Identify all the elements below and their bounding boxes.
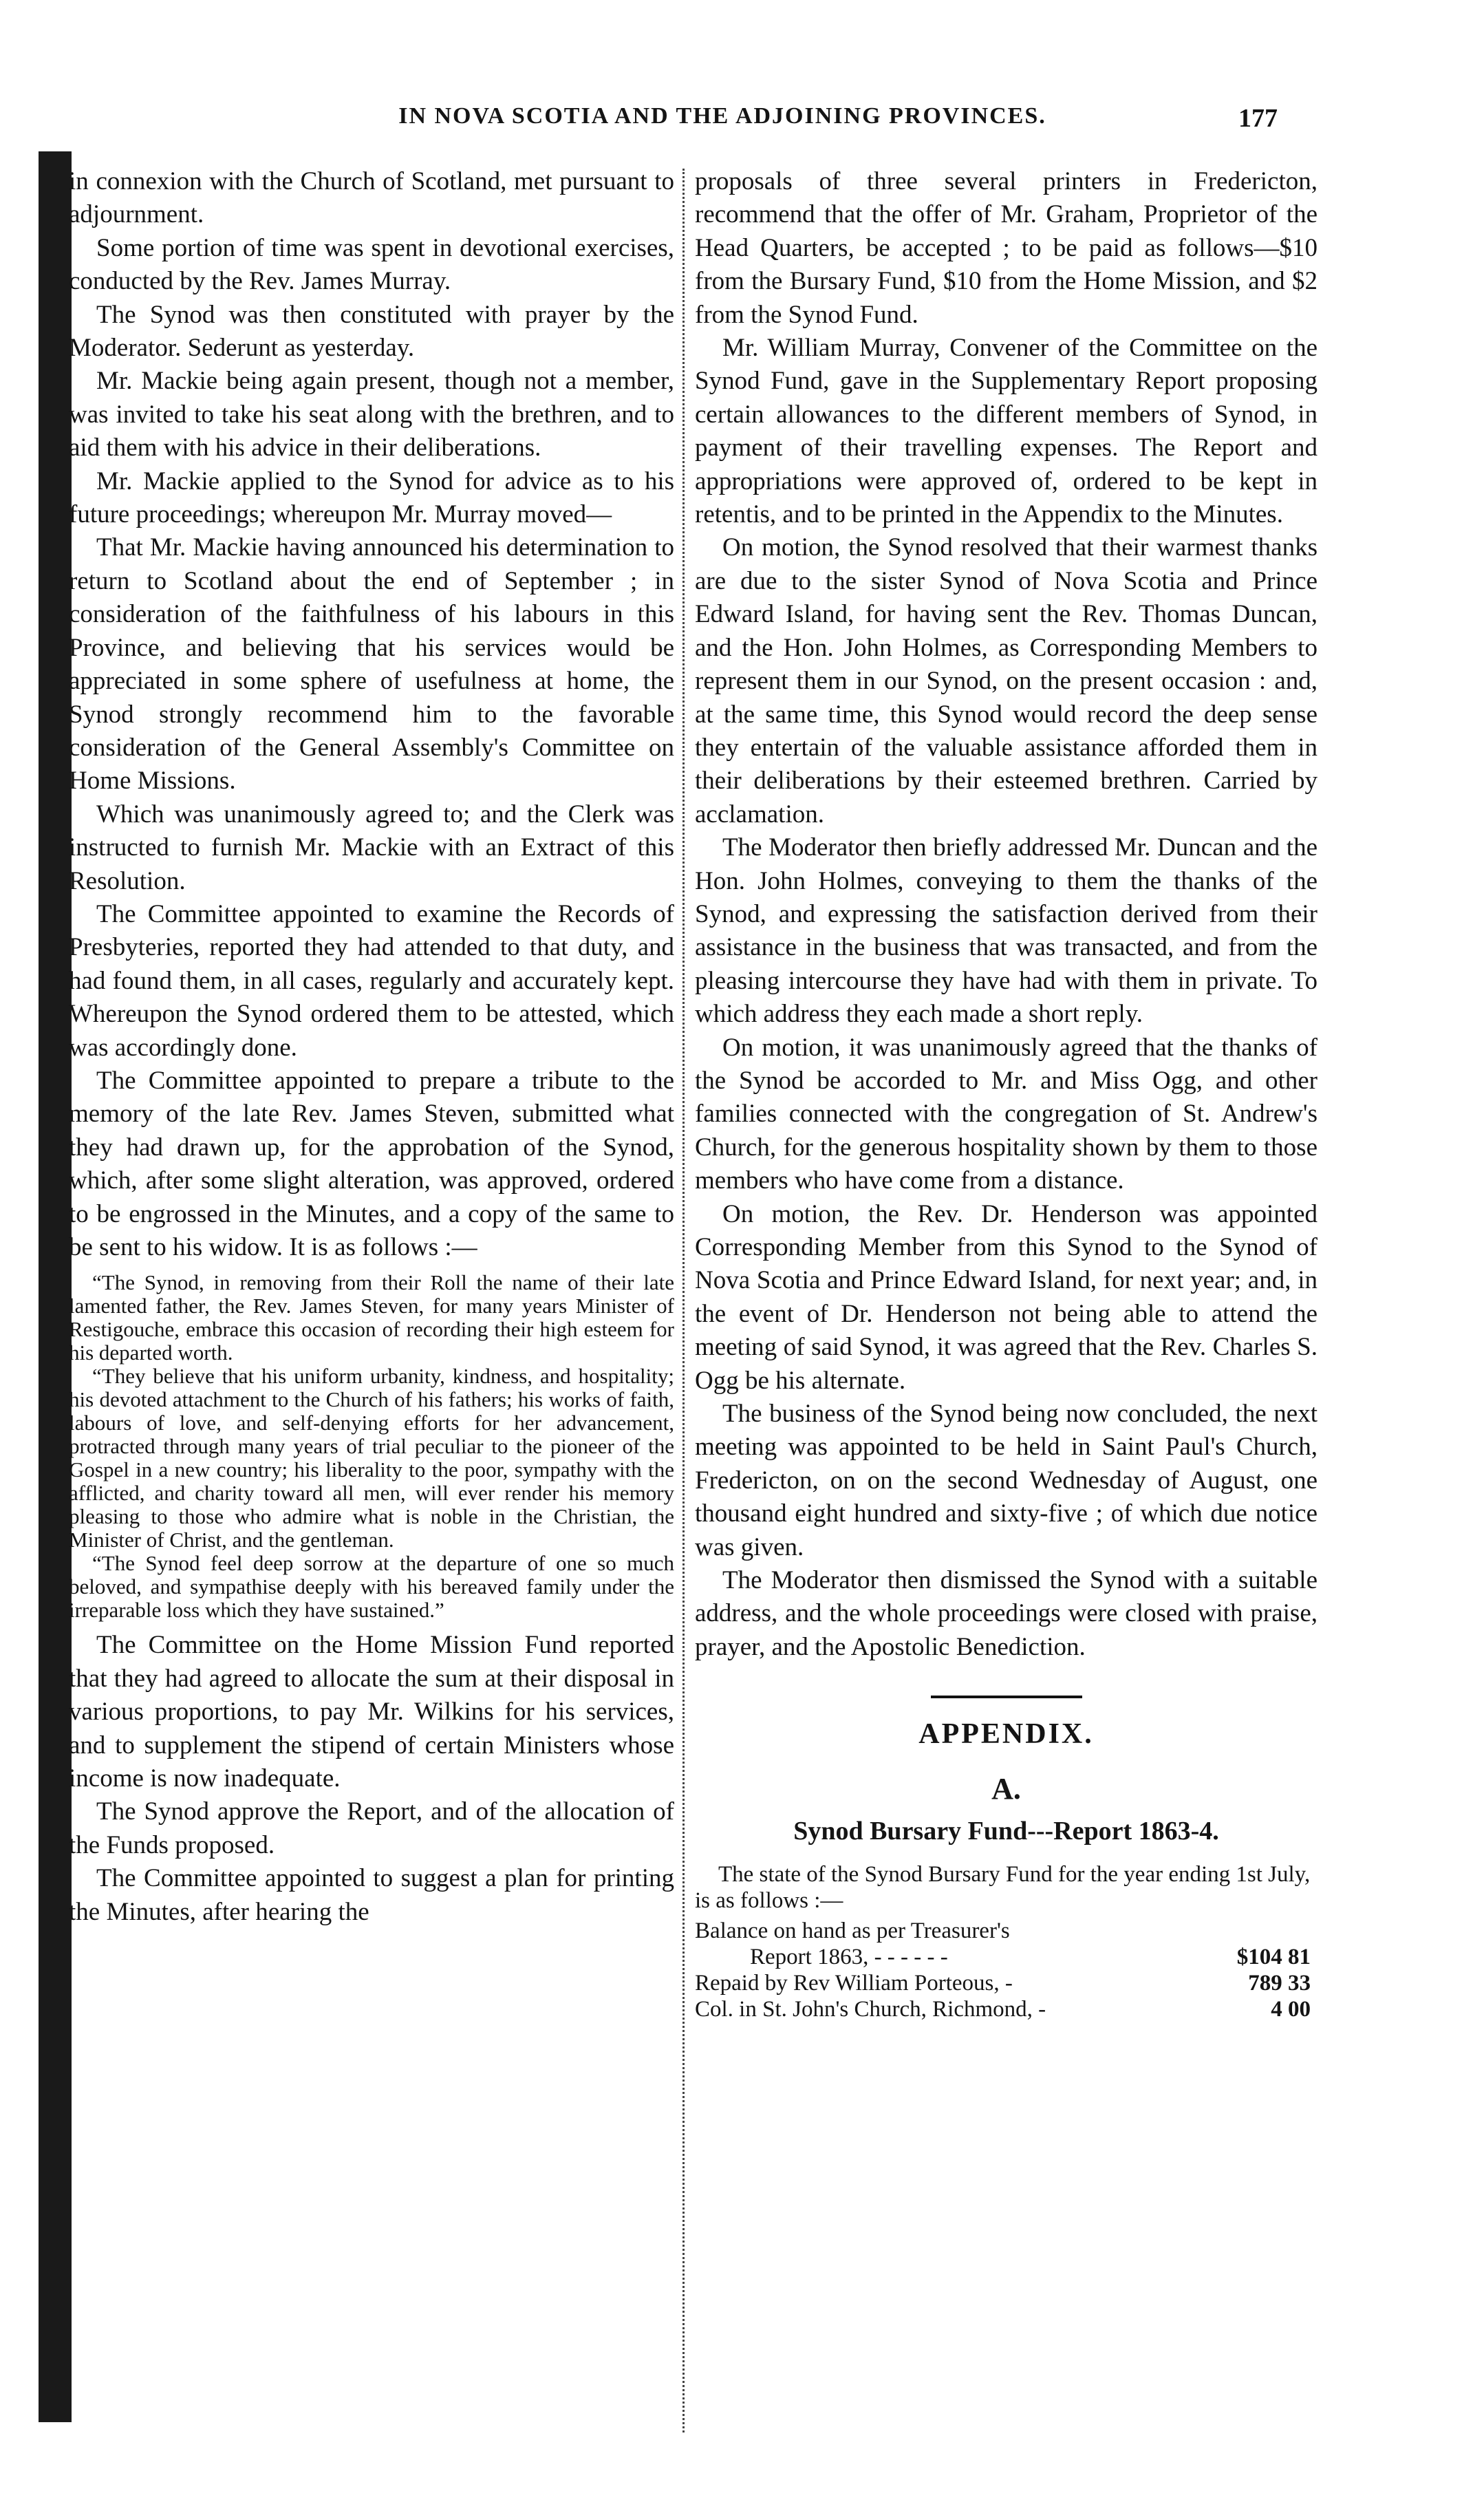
- ledger-table: [695, 1918, 1318, 2022]
- paragraph: Mr. Mackie being again present, though not a member, was invited to take his seat along with the brethren, and to aid them with his advice in their deliberations.: [69, 367, 674, 462]
- paragraph: On motion, the Rev. Dr. Henderson was appointed Corresponding Member from this Synod to the Synod of Nova Scotia and Prince Edward Island, for next year; and, in the event of Dr. Henderson not being able to attend the meeting of said Synod, it was agreed that the Rev. Charles S. Ogg be his alternate.: [695, 1199, 1318, 1395]
- paragraph: in connexion with the Church of Scotland, met pursuant to adjournment.: [69, 167, 674, 229]
- paragraph: The Committee appointed to suggest a plan for printing the Minutes, after hearing the: [69, 1864, 674, 1926]
- page-number: 177: [1238, 104, 1278, 133]
- ledger-label: Repaid by Rev William Porteous, -: [695, 1971, 1013, 1996]
- paragraph: The Synod approve the Report, and of the allocation of the Funds proposed.: [69, 1797, 674, 1859]
- paragraph: The Committee appointed to prepare a tribute to the memory of the late Rev. James Steven, submitted what they had drawn up, for the approbation of the Synod, which, after some slight alteration, was approved, ordered to be engrossed in the Minutes, and a copy of the same to be sent to his widow. It is as follows :—: [69, 1066, 674, 1261]
- ledger-label: Balance on hand as per Treasurer's: [695, 1918, 1010, 1944]
- paragraph: The Moderator then dismissed the Synod with a suitable address, and the whole proceedings were closed with praise, prayer, and the Apostolic Benediction.: [695, 1566, 1318, 1661]
- paragraph: The Committee on the Home Mission Fund reported that they had agreed to allocate the sum at their disposal in various proportions, to pay Mr. Wilkins for his services, and to supplement the stipend of certain Ministers whose income is now inadequate.: [69, 1631, 674, 1793]
- ledger-amount: $104 81: [1236, 1945, 1311, 1970]
- ledger-amount: 4 00: [1271, 1997, 1311, 2022]
- paragraph: On motion, the Synod resolved that their warmest thanks are due to the sister Synod of Nova Scotia and Prince Edward Island, for having sent the Rev. Thomas Duncan, and the Hon. John Holmes, as Corresponding Members to represent them in our Synod, on the present occasion : and, at the same time, this Synod would record the deep sense they entertain of the valuable assistance afforded them in their deliberations by their esteemed brethren. Carried by acclamation.: [695, 533, 1318, 828]
- quoted-tribute: “The Synod, in removing from their Roll the name of their late lamented father, the Rev. James Steven, for many years Minister of Restigouche, embrace this occasion of recording their high esteem for his departed worth.: [69, 1270, 674, 1365]
- ledger-label: Report 1863, - - - - - -: [750, 1945, 948, 1970]
- report-title: Synod Bursary Fund---Report 1863-4.: [793, 1817, 1219, 1846]
- paragraph: Some portion of time was spent in devotional exercises, conducted by the Rev. James Murray.: [69, 233, 674, 296]
- paragraph: The Synod was then constituted with prayer by the Moderator. Sederunt as yesterday.: [69, 300, 674, 363]
- ledger-row: [695, 1944, 1318, 1970]
- section-rule: [931, 1696, 1082, 1698]
- running-title: IN NOVA SCOTIA AND THE ADJOINING PROVINCES.: [398, 103, 1046, 129]
- ledger-row: [695, 1996, 1318, 2022]
- paragraph: Mr. Mackie applied to the Synod for advice as to his future proceedings; whereupon Mr. Murray moved—: [69, 467, 674, 529]
- paragraph: The Moderator then briefly addressed Mr. Duncan and the Hon. John Holmes, conveying to them the thanks of the Synod, and expressing the satisfaction derived from their assistance in the business that was transacted, and from the pleasing intercourse they have had with them in private. To which address they each made a short reply.: [695, 833, 1318, 1029]
- left-column: [69, 165, 674, 2436]
- appendix-heading: APPENDIX.: [918, 1718, 1094, 1751]
- ledger-amount: 789 33: [1248, 1971, 1311, 1996]
- quoted-tribute: “They believe that his uniform urbanity, kindness, and hospitality; his devoted attachment to the Church of his fathers; his works of faith, labours of love, and self-denying efforts for her advancement, protracted through many years of trial peculiar to the pioneer of the Gospel in a new country; his liberality to the poor, sympathy with the afflicted, and charity toward all men, will ever render his memory pleasing to those who admire what is noble in the Christian, the Minister of Christ, and the gentleman.: [69, 1364, 674, 1552]
- paragraph: proposals of three several printers in Fredericton, recommend that the offer of Mr. Graham, Proprietor of the Head Quarters, be accepted ; to be paid as follows—$10 from the Bursary Fund, $10 from the Home Mission, and $2 from the Synod Fund.: [695, 167, 1318, 329]
- ledger-row: [695, 1970, 1318, 1996]
- report-intro: The state of the Synod Bursary Fund for the year ending 1st July, is as follows :—: [695, 1862, 1311, 1914]
- ledger-row: [695, 1918, 1318, 1944]
- quoted-tribute: “The Synod feel deep sorrow at the departure of one so much beloved, and sympathise deeply with his bereaved family under the irreparable loss which they have sustained.”: [69, 1551, 674, 1623]
- column-divider: [682, 169, 685, 2432]
- ledger-label: Col. in St. John's Church, Richmond, -: [695, 1997, 1046, 2022]
- appendix-section-letter: A.: [991, 1772, 1021, 1806]
- paragraph: The business of the Synod being now concluded, the next meeting was appointed to be held in Saint Paul's Church, Fredericton, on on the second Wednesday of August, one thousand eight hundred and sixty-five ; of which due notice was given.: [695, 1400, 1318, 1561]
- paragraph: On motion, it was unanimously agreed that the thanks of the Synod be accorded to Mr. and Miss Ogg, and other families connected with the congregation of St. Andrew's Church, for the generous hospitality shown by them to those members who have come from a distance.: [695, 1033, 1318, 1195]
- paragraph: Which was unanimously agreed to; and the Clerk was instructed to furnish Mr. Mackie with an Extract of this Resolution.: [69, 800, 674, 895]
- paragraph: That Mr. Mackie having announced his determination to return to Scotland about the end of September ; in consideration of the faithfulness of his labours in this Province, and believing that his services would be appreciated in some sphere of usefulness at home, the Synod strongly recommend him to the favorable consideration of the General Assembly's Committee on Home Missions.: [69, 533, 674, 795]
- paragraph: The Committee appointed to examine the Records of Presbyteries, reported they had attended to that duty, and had found them, in all cases, regularly and accurately kept. Whereupon the Synod ordered them to be attested, which was accordingly done.: [69, 899, 674, 1062]
- right-column: [695, 165, 1318, 2436]
- paragraph: Mr. William Murray, Convener of the Committee on the Synod Fund, gave in the Supplementary Report proposing certain allowances to the different members of Synod, in payment of their travelling expenses. The Report and appropriations were approved of, ordered to be kept in retentis, and to be printed in the Appendix to the Minutes.: [695, 334, 1318, 529]
- page-header: [0, 103, 1484, 151]
- binding-edge-shadow: [39, 151, 72, 2422]
